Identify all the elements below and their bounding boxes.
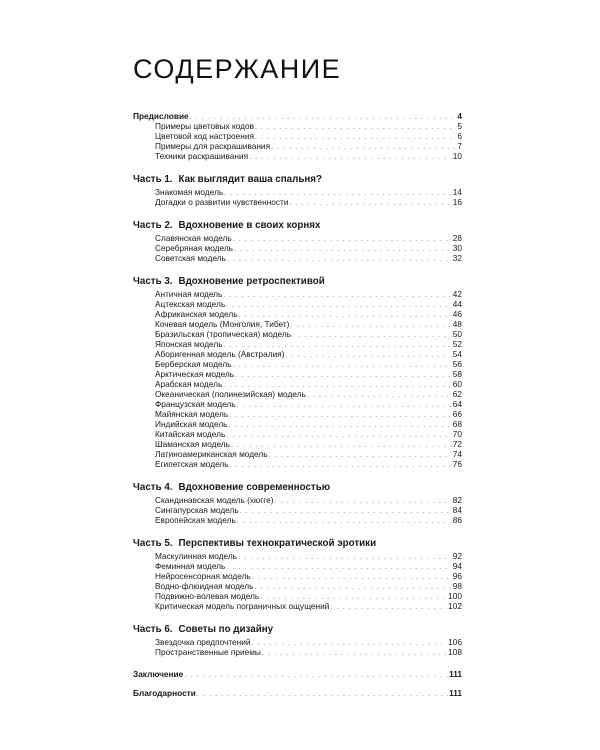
toc-entry-label: Европейская модель: [155, 515, 236, 525]
toc-entry[interactable]: [133, 495, 462, 505]
toc-entry-page: 92: [452, 551, 462, 561]
toc-entry[interactable]: [133, 379, 462, 389]
toc-entry-page: 30: [452, 243, 462, 253]
toc-entry-label: Пространственные приемы: [155, 647, 261, 657]
toc-entry-label: Подвижно-волевая модель: [155, 591, 260, 601]
leader-dots: [290, 321, 451, 331]
toc-entry-page: 70: [452, 429, 462, 439]
leader-dots: [234, 245, 452, 255]
toc-entry-page: 96: [452, 571, 462, 581]
toc-entry[interactable]: [133, 151, 462, 161]
toc-entry-page: 7: [457, 141, 462, 151]
toc-entry-page: 46: [452, 309, 462, 319]
leader-dots: [252, 573, 452, 583]
toc-entry-label: Китайская модель: [155, 429, 226, 439]
leader-dots: [290, 199, 452, 209]
toc-entry[interactable]: [133, 571, 462, 581]
leader-dots: [235, 371, 452, 381]
leader-dots: [330, 603, 447, 613]
toc-entry-page: 28: [452, 233, 462, 243]
toc-entry-label: Индийская модель: [155, 419, 228, 429]
toc-entry[interactable]: [133, 561, 462, 571]
part-heading[interactable]: [133, 219, 462, 232]
leader-dots: [230, 461, 452, 471]
toc-entry-page: 10: [452, 151, 462, 161]
toc-entry[interactable]: [133, 349, 462, 359]
toc-entry-label: Славянская модель: [155, 233, 232, 243]
toc-entry[interactable]: [133, 647, 462, 657]
toc-entry-label: Шаманская модель: [155, 439, 230, 449]
leader-dots: [254, 583, 451, 593]
parts-list: [133, 173, 462, 657]
toc-entry[interactable]: [133, 121, 462, 131]
toc-entry[interactable]: [133, 197, 462, 207]
toc-entry-page: 72: [452, 439, 462, 449]
toc-entry-label: Античная модель: [155, 289, 223, 299]
toc-entry-acknowledgements[interactable]: [133, 688, 462, 698]
leader-dots: [249, 153, 452, 163]
toc-entry-label: Примеры цветовых кодов: [155, 121, 254, 131]
toc-entry[interactable]: [133, 369, 462, 379]
leader-dots: [255, 133, 456, 143]
leader-dots: [229, 421, 452, 431]
toc-entry-page: 82: [452, 495, 462, 505]
part-heading[interactable]: [133, 275, 462, 288]
toc-entry-label: Аборигенная модель (Австралия): [155, 349, 285, 359]
leader-dots: [237, 401, 452, 411]
toc-entry-label: Техники раскрашивания: [155, 151, 249, 161]
toc-entry-page: 60: [452, 379, 462, 389]
part-number: Часть 2.: [133, 220, 173, 231]
toc-entry[interactable]: [133, 591, 462, 601]
leader-dots: [197, 690, 448, 700]
part-title: Вдохновение ретроспективой: [178, 276, 325, 287]
toc-entry-label: Критическая модель пограничных ощущений: [155, 601, 330, 611]
toc-entry[interactable]: [133, 439, 462, 449]
toc-entry-label: Сингапурская модель: [155, 505, 239, 515]
part-title: Вдохновение в своих корнях: [178, 220, 321, 231]
toc-entry[interactable]: [133, 319, 462, 329]
toc-entry-label: Знакомая модель: [155, 187, 224, 197]
leader-dots: [292, 331, 452, 341]
toc-entry[interactable]: [133, 359, 462, 369]
toc-entry-page: 64: [452, 399, 462, 409]
leader-dots: [252, 639, 448, 649]
toc-entry-label: Бразильская (тропическая) модель: [155, 329, 292, 339]
part-number: Часть 3.: [133, 276, 173, 287]
toc-entry[interactable]: [133, 459, 462, 469]
toc-entry-label: Майянская модель: [155, 409, 229, 419]
toc-entry-label: Ацтекская модель: [155, 299, 226, 309]
part-number: Часть 6.: [133, 624, 173, 635]
toc-entry[interactable]: [133, 389, 462, 399]
part-title: Перспективы технократической эротики: [178, 538, 377, 549]
toc-entry-label: Благодарности: [133, 688, 196, 698]
toc-entry[interactable]: [133, 551, 462, 561]
toc-entry[interactable]: [133, 253, 462, 263]
leader-dots: [226, 301, 452, 311]
toc-entry[interactable]: [133, 637, 462, 647]
toc-entry-label: Африканская модель: [155, 309, 238, 319]
toc-entry-label: Берберская модель: [155, 359, 232, 369]
toc-entry-page: 108: [448, 647, 462, 657]
toc-entry[interactable]: [133, 309, 462, 319]
toc-entry-page: 98: [452, 581, 462, 591]
part-heading[interactable]: [133, 481, 462, 494]
leader-dots: [226, 563, 451, 573]
toc-entry-page: 111: [449, 688, 462, 698]
toc-entry-page: 54: [452, 349, 462, 359]
toc-entry-label: Латиноамериканская модель: [155, 449, 268, 459]
toc-entry[interactable]: [133, 289, 462, 299]
toc-entry-label: Серебряная модель: [155, 243, 233, 253]
leader-dots: [240, 507, 452, 517]
part-heading[interactable]: [133, 537, 462, 550]
toc-entry-label: Феминная модель: [155, 561, 226, 571]
toc-entry-label: Французская модель: [155, 399, 236, 409]
toc-entry-page: 106: [448, 637, 462, 647]
toc-entry-label: Нейросенсорная модель: [155, 571, 251, 581]
toc-entry-page: 84: [452, 505, 462, 515]
leader-dots: [223, 291, 451, 301]
toc-entry-label: Японская модель: [155, 339, 223, 349]
toc-entry-label: Маскулинная модель: [155, 551, 237, 561]
toc-entry-label: Заключение: [133, 669, 184, 679]
toc-entry-page: 102: [448, 601, 462, 611]
preface-items: [133, 121, 462, 161]
toc-entry-page: 74: [452, 449, 462, 459]
leader-dots: [227, 255, 452, 265]
toc-entry-page: 48: [452, 319, 462, 329]
toc-entry-label: Кочевая модель (Монголия, Тибет): [155, 319, 290, 329]
leader-dots: [286, 351, 452, 361]
toc-entry-label: Советская модель: [155, 253, 226, 263]
leader-dots: [307, 391, 452, 401]
toc-entry[interactable]: [133, 419, 462, 429]
toc-entry-conclusion[interactable]: [133, 669, 462, 679]
toc-entry-page: 68: [452, 419, 462, 429]
toc-entry-page: 16: [452, 197, 462, 207]
leader-dots: [255, 123, 456, 133]
toc-entry[interactable]: [133, 409, 462, 419]
toc-entry[interactable]: [133, 505, 462, 515]
part-heading[interactable]: [133, 623, 462, 636]
toc-entry-page: 86: [452, 515, 462, 525]
toc-entry[interactable]: [133, 339, 462, 349]
toc-entry-page: 100: [448, 591, 462, 601]
toc-entry[interactable]: [133, 429, 462, 439]
toc-entry-preface[interactable]: [133, 111, 462, 121]
toc-entry-label: Примеры для раскрашивания: [155, 141, 271, 151]
toc-entry-label: Водно-флюидная модель: [155, 581, 254, 591]
toc-entry[interactable]: [133, 449, 462, 459]
leader-dots: [238, 553, 452, 563]
toc-entry-label: Предисловие: [133, 111, 189, 121]
toc-entry-page: 66: [452, 409, 462, 419]
part-title: Советы по дизайну: [178, 624, 274, 635]
toc-entry-page: 5: [457, 121, 462, 131]
toc-entry[interactable]: [133, 329, 462, 339]
toc-entry-page: 50: [452, 329, 462, 339]
toc-entry-label: Океаническая (полинезийская) модель: [155, 389, 306, 399]
toc-entry[interactable]: [133, 131, 462, 141]
table-of-contents: [133, 111, 462, 698]
part-number: Часть 1.: [133, 174, 173, 185]
leader-dots: [233, 235, 452, 245]
toc-entry[interactable]: [133, 601, 462, 611]
toc-entry-page: 111: [449, 669, 462, 679]
toc-entry-label: Египетская модель: [155, 459, 229, 469]
toc-entry-page: 52: [452, 339, 462, 349]
toc-entry-page: 32: [452, 253, 462, 263]
toc-entry[interactable]: [133, 141, 462, 151]
toc-entry-label: Арктическая модель: [155, 369, 235, 379]
toc-entry[interactable]: [133, 399, 462, 409]
toc-entry-page: 14: [452, 187, 462, 197]
toc-entry[interactable]: [133, 515, 462, 525]
part-heading[interactable]: [133, 173, 462, 186]
leader-dots: [232, 361, 451, 371]
leader-dots: [275, 497, 452, 507]
part-number: Часть 4.: [133, 482, 173, 493]
part-title: Вдохновение современностью: [178, 482, 331, 493]
toc-entry-page: 4: [457, 111, 462, 121]
toc-entry-page: 56: [452, 359, 462, 369]
part-title: Как выглядит ваша спальня?: [178, 174, 322, 185]
leader-dots: [226, 431, 451, 441]
leader-dots: [184, 671, 448, 681]
toc-entry-page: 58: [452, 369, 462, 379]
toc-entry[interactable]: [133, 187, 462, 197]
toc-entry-label: Догадки о развитии чувственности: [155, 197, 289, 207]
toc-entry[interactable]: [133, 299, 462, 309]
page-title: СОДЕРЖАНИЕ: [133, 54, 342, 84]
toc-entry-page: 42: [452, 289, 462, 299]
leader-dots: [262, 649, 447, 659]
toc-entry-label: Звездочка предпочтений: [155, 637, 251, 647]
toc-entry-page: 94: [452, 561, 462, 571]
leader-dots: [237, 517, 452, 527]
toc-entry[interactable]: [133, 233, 462, 243]
toc-entry-label: Цветовой код настроения: [155, 131, 254, 141]
toc-entry[interactable]: [133, 243, 462, 253]
toc-entry-label: Арабская модель: [155, 379, 223, 389]
leader-dots: [269, 451, 452, 461]
toc-entry-label: Скандинавская модель (хюгге): [155, 495, 274, 505]
leader-dots: [271, 143, 456, 153]
toc-entry[interactable]: [133, 581, 462, 591]
toc-entry-page: 62: [452, 389, 462, 399]
leader-dots: [229, 411, 452, 421]
toc-entry-page: 6: [457, 131, 462, 141]
part-number: Часть 5.: [133, 538, 173, 549]
toc-entry-page: 44: [452, 299, 462, 309]
toc-entry-page: 76: [452, 459, 462, 469]
